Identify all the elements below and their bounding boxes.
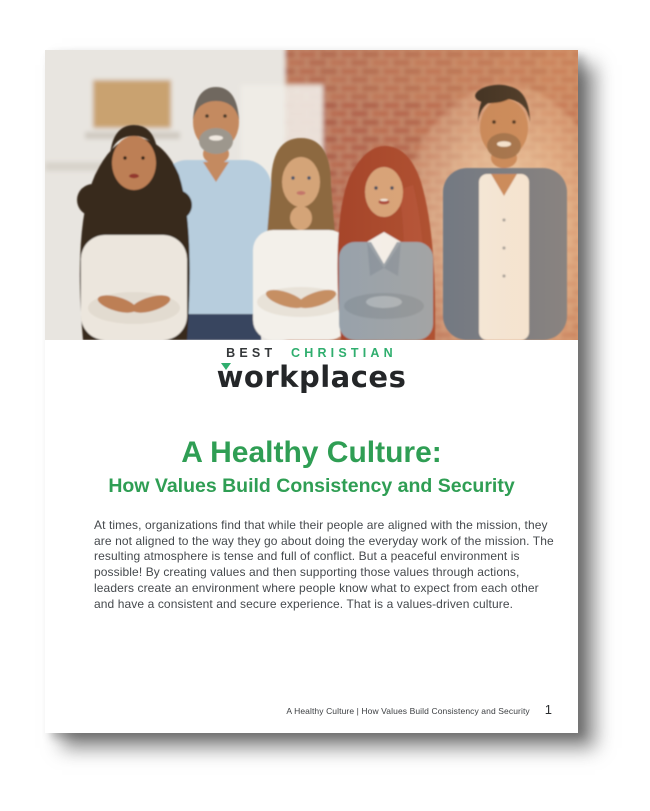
body-paragraph: At times, organizations find that while their people are aligned with the mission, they are not aligned to the way they go about doing the everyday work of the mission. The resulting atmosphere is tense and full of conflict. But a peaceful environment is possible! By creating values and then supporting those values through actions, leaders create an environment where people know what to expect from each other and have a consistent and secure experience. That is a values-driven culture.: [94, 517, 554, 611]
document-title: A Healthy Culture:: [181, 435, 442, 469]
document-page: [45, 50, 578, 733]
logo-word-christian: CHRISTIAN: [290, 346, 397, 360]
page-number: 1: [544, 702, 552, 717]
brand-logo: [45, 347, 578, 392]
logo-arrow-icon: [221, 363, 231, 370]
logo-wordmark: [216, 359, 407, 394]
page-footer: [286, 702, 552, 717]
document-subtitle: How Values Build Consistency and Security: [108, 475, 515, 498]
logo-word-best: BEST: [226, 346, 277, 360]
photo-light-overlay: [45, 50, 578, 340]
footer-running-title: A Healthy Culture | How Values Build Consistency and Security: [286, 706, 530, 716]
hero-photo: [45, 50, 578, 340]
hero-photo-illustration: [45, 50, 578, 340]
logo-word-workplaces: workplaces: [216, 359, 407, 394]
logo-top-line: [45, 347, 578, 360]
